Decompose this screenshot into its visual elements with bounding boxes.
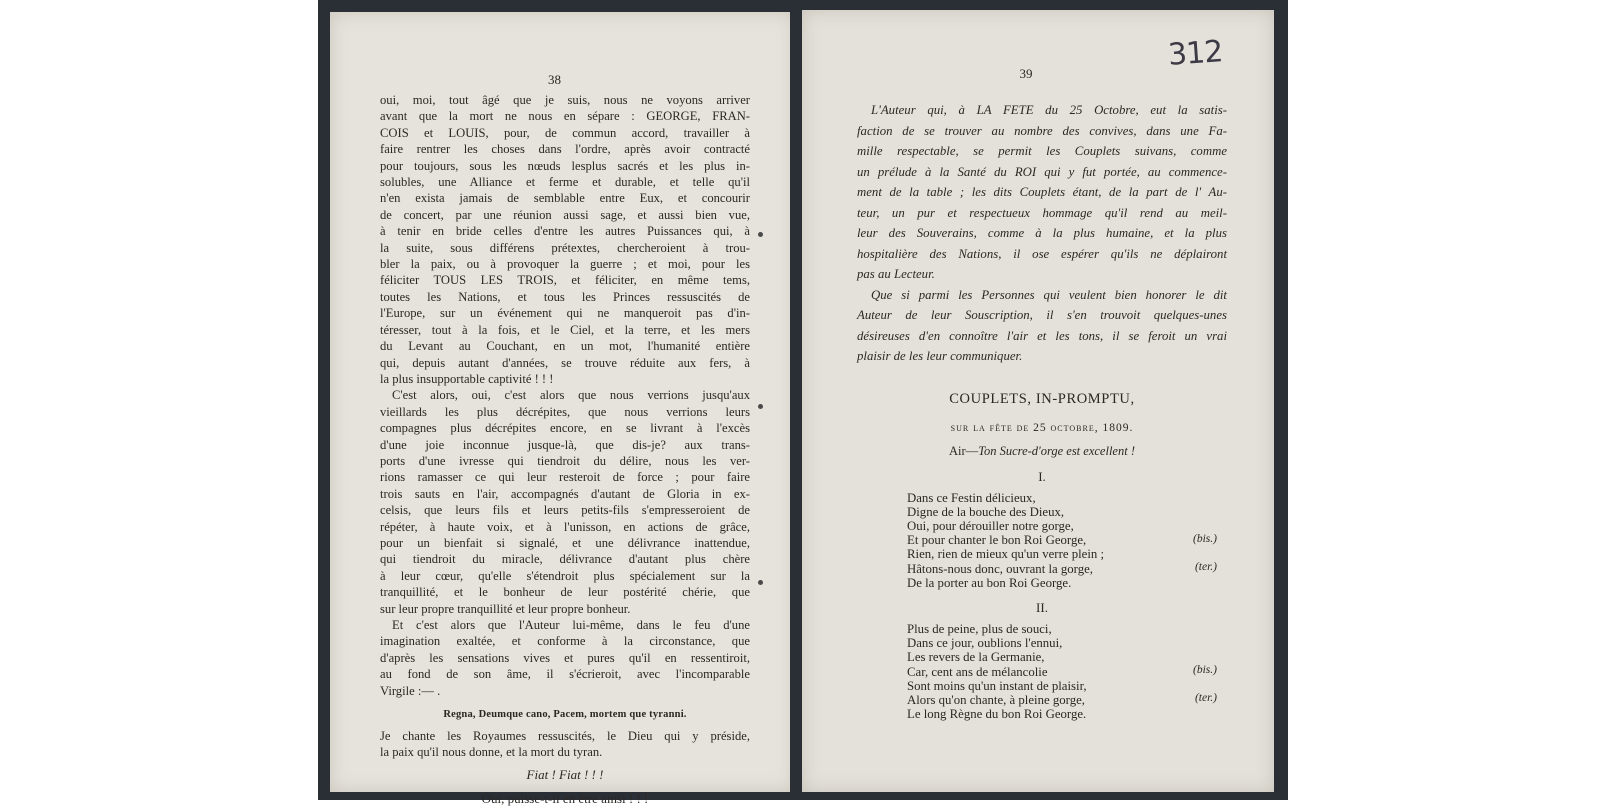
text-line: la plus insupportable captivité ! ! ! <box>380 371 554 386</box>
verse-line: De la porter au bon Roi George. <box>907 575 1072 590</box>
text-line: à tenir en bride celles d'entre les autres Puissances qui, à <box>380 224 750 239</box>
bis-marker: (bis.) <box>1193 663 1217 676</box>
text-line: trois sauts en l'air, accompagnés d'autant de Gloria in ex- <box>380 486 750 501</box>
paragraph-1 <box>380 92 750 387</box>
stanza-number-2: II. <box>1036 599 1048 615</box>
handwritten-folio-number: 312 <box>1166 34 1224 73</box>
text-line: L'Auteur qui, à LA FETE du 25 Octobre, eut la satis- <box>871 103 1227 117</box>
text-line: tranquillité, et le bonheur de leur postérité chérie, que <box>380 585 750 600</box>
verse-line: Rien, rien de mieux qu'un verre plein ; <box>907 547 1105 562</box>
intro-paragraph <box>857 100 1227 285</box>
text-line: rions ramasser ce qui leur resteroit de force ; pour faire <box>380 470 750 485</box>
text-line: toutes les Nations, et tous les Princes ressuscités de <box>380 289 750 304</box>
text-line: d'une joie inconnue jusque-là, que dis-je? aux trans- <box>380 437 750 452</box>
text-line: faction de se trouver au nombre des convives, dans une Fa- <box>857 123 1227 138</box>
text-line: vieillards les plus décrépites, que nous verrions leurs <box>380 404 750 419</box>
text-line: Auteur de leur Souscription, il s'en trouvoit quelques-unes <box>857 308 1227 322</box>
text-line: la suite, sous différens prétextes, chercheroient à trou- <box>380 240 750 255</box>
binding-hole <box>758 580 763 585</box>
text-line: répéter, à haute voix, et à l'unisson, en actions de grâce, <box>380 519 750 534</box>
text-line: d'après les sensations vives et pures qu'il en ressentiroit, <box>380 650 750 665</box>
text-line: avant que la mort ne nous en sépare : GEORGE, FRAN- <box>380 109 750 124</box>
text-line: à leur cœur, qu'elle s'étendroit plus spécialement sur la <box>380 568 750 583</box>
air-line <box>857 444 1227 459</box>
text-line: Que si parmi les Personnes qui veulent bien honorer le dit <box>871 287 1227 302</box>
verse-line: Le long Règne du bon Roi George. <box>907 707 1087 722</box>
verse-line: Digne de la bouche des Dieux, <box>907 504 1065 519</box>
text-line: sur leur propre tranquillité et leur propre bonheur. <box>380 601 631 616</box>
stanza-1 <box>907 491 1217 590</box>
stanza-2 <box>907 622 1217 721</box>
fiat-line: Fiat ! Fiat ! ! ! <box>526 766 604 782</box>
verse-line: Car, cent ans de mélancolie <box>907 664 1048 679</box>
stanza-number-1: I. <box>1038 468 1046 484</box>
ter-marker: (ter.) <box>1194 560 1217 573</box>
binding-hole <box>758 232 763 237</box>
fete-date-line: sur la fête de 25 octobre, 1809. <box>950 421 1134 434</box>
text-line: compagnes plus décrépites encore, en se livrant à l'excès <box>380 421 750 436</box>
verse-line: Plus de peine, plus de souci, <box>907 621 1052 636</box>
verse-line: Hâtons-nous donc, ouvrant la gorge, <box>907 561 1093 576</box>
text-line: ports d'une ivresse qui tiendroit du délire, nous les ver- <box>380 453 750 468</box>
text-line: qui, depuis autant d'années, se trouve réduite aux fers, à <box>380 355 750 370</box>
text-line: n'en exista jamais de semblable entre Eux, et concourir <box>380 191 750 206</box>
text-line: l'Europe, sur un événement qui ne manqueroit pas d'in- <box>380 306 750 321</box>
text-line: bler la paix, ou à provoquer la guerre ; et moi, pour les <box>380 257 750 272</box>
text-line: oui, moi, tout âgé que je suis, nous ne voyons arriver <box>380 93 750 107</box>
text-line: pour toujours, sous les nœuds lesplus sacrés et les plus in- <box>380 158 750 173</box>
text-line: teur, un pur et respectueux hommage qu'il rend au meil- <box>857 205 1227 220</box>
left-page <box>330 12 795 806</box>
paragraph-2 <box>380 387 750 617</box>
text-line: mille respectable, se permit les Couplets suivans, comme <box>857 144 1227 158</box>
closing-line: Oui, puisse-t-il en être ainsi ! ! ! <box>481 790 649 806</box>
page-number-left: 38 <box>548 72 561 87</box>
bis-marker: (bis.) <box>1193 532 1217 545</box>
text-line: un prélude à la Santé du ROI qui y fut portée, au commence- <box>857 164 1227 179</box>
right-text-column <box>857 100 1227 721</box>
right-page <box>802 10 1274 792</box>
text-line: hospitalière des Nations, il ose espérer qu'ils ne déplairont <box>857 246 1227 261</box>
paragraph-4 <box>380 728 750 761</box>
text-line: Je chante les Royaumes ressuscités, le Dieu qui y préside, <box>380 729 750 744</box>
binding-hole <box>758 404 763 409</box>
page-number-right: 39 <box>1019 66 1033 81</box>
text-line: pas au Lecteur. <box>857 267 935 281</box>
text-line: désireuses d'en connoître l'air et les tons, il se feroit un vrai <box>857 328 1227 343</box>
air-title: Ton Sucre-d'orge est excellent ! <box>978 443 1135 458</box>
verse-line: Sont moins qu'un instant de plaisir, <box>907 678 1087 693</box>
left-text-column <box>380 92 750 807</box>
text-line: faire rentrer les choses dans l'ordre, après avoir contracté <box>380 142 750 157</box>
text-line: plaisir de les leur communiquer. <box>857 349 1023 363</box>
latin-quote: Regna, Deumque cano, Pacem, mortem que tyranni. <box>443 709 687 721</box>
text-line: C'est alors, oui, c'est alors que nous verrions jusqu'aux <box>392 388 750 403</box>
verse-line: Oui, pour dérouiller notre gorge, <box>907 518 1074 533</box>
air-prefix: Air— <box>949 443 979 458</box>
text-line: celsis, que leurs fils et leurs petits-fils s'empresseroient de <box>380 503 750 518</box>
text-line: Virgile :— . <box>380 683 441 698</box>
paragraph-3 <box>380 617 750 699</box>
ter-marker: (ter.) <box>1194 691 1217 704</box>
text-line: au fond de son âme, il s'écrieroit, avec l'incomparable <box>380 667 750 682</box>
intro-paragraph-2 <box>857 285 1227 367</box>
text-line: leur des Souverains, comme à la plus humaine, et la plus <box>857 226 1227 240</box>
couplets-title: COUPLETS, IN-PROMPTU, <box>949 390 1135 407</box>
verse-line: Les revers de la Germanie, <box>907 650 1045 665</box>
text-line: solubles, une Alliance et ferme et durable, et telle qu'il <box>380 175 750 190</box>
text-line: du Levant au Couchant, en un mot, l'humanité entière <box>380 339 750 354</box>
verse-line: Et pour chanter le bon Roi George, <box>907 533 1087 548</box>
text-line: la paix qu'il nous donne, et la mort du tyran. <box>380 745 603 760</box>
text-line: de concert, par une réunion aussi sage, et aussi bien vue, <box>380 207 750 222</box>
text-line: féliciter TOUS LES TROIS, et féliciter, en même tems, <box>380 273 750 288</box>
text-line: Et c'est alors que l'Auteur lui-même, dans le feu d'une <box>392 618 750 632</box>
text-line: imagination exaltée, et conforme à la circonstance, que <box>380 634 750 649</box>
text-line: téresser, tout à la fois, et le Ciel, et la terre, et les mers <box>380 322 750 337</box>
verse-line: Dans ce jour, oublions l'ennui, <box>907 636 1063 651</box>
text-line: pour un bienfait si signalé, et une délivrance inattendue, <box>380 535 750 550</box>
text-line: ment de la table ; les dits Couplets étant, de la part de l' Au- <box>857 185 1227 199</box>
text-line: qui tiendroit du miracle, délivrance d'autant plus chère <box>380 552 750 567</box>
verse-line: Dans ce Festin délicieux, <box>907 490 1036 505</box>
verse-line: Alors qu'on chante, à pleine gorge, <box>907 692 1085 707</box>
text-line: COIS et LOUIS, pour, de commun accord, travailler à <box>380 125 750 140</box>
